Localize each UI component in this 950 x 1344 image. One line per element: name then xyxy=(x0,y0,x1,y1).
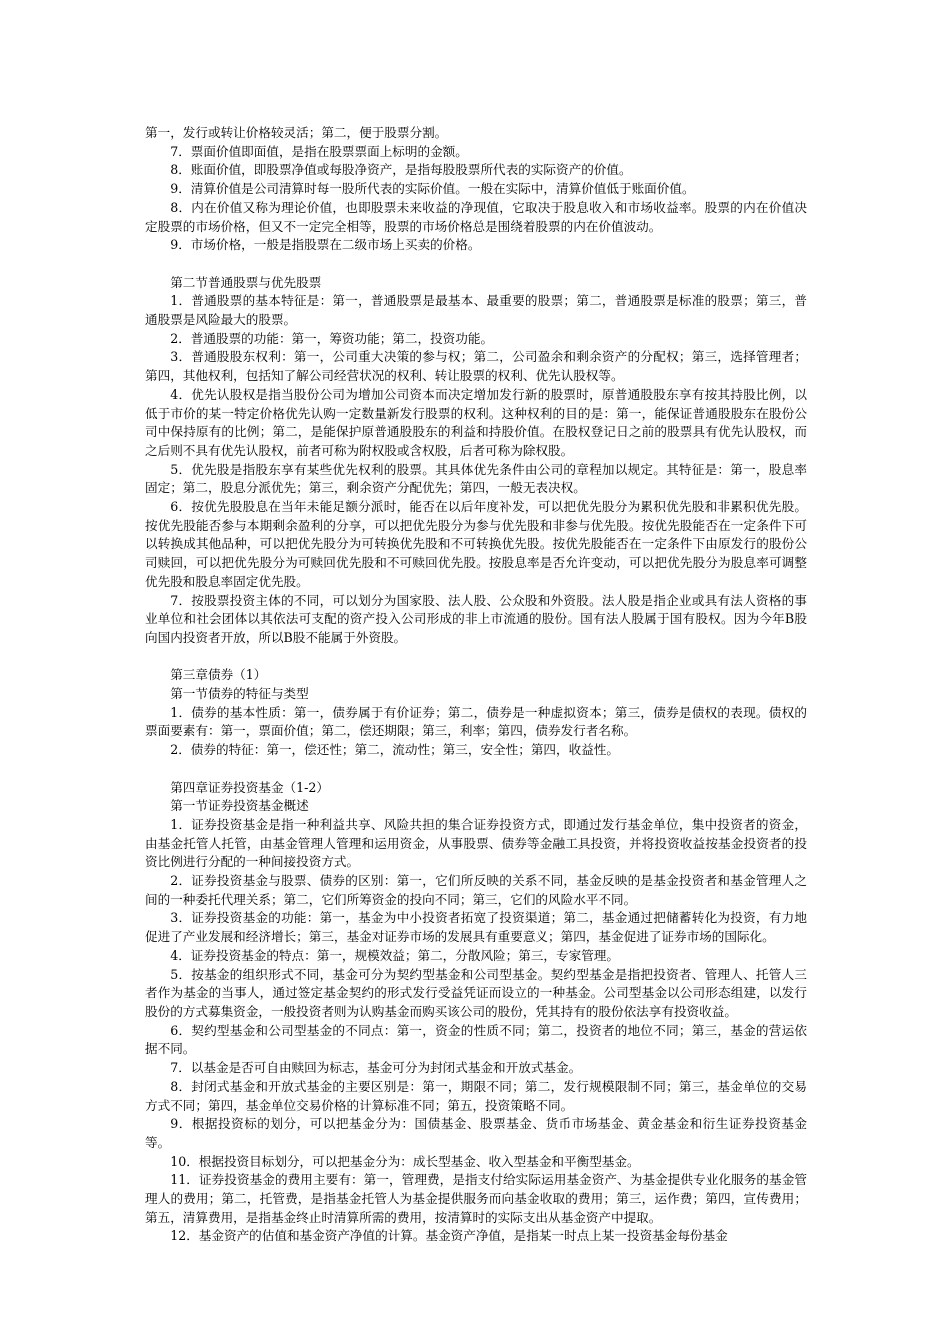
paragraph: 8．内在价值又称为理论价值，也即股票未来收益的净现值，它取决于股息收入和市场收益率。股票的内在价值决定股票的市场价格，但又不一定完全相等，股票的市场价格总是围绕着股票的内在价值波动。 xyxy=(145,199,807,234)
paragraph: 7．按股票投资主体的不同，可以划分为国家股、法人股、公众股和外资股。法人股是指企业或具有法人资格的事业单位和社会团体以其依法可支配的资产投入公司形成的非上市流通的股份。国有法人股属于国有股权。因为今年B股向国内投资者开放，所以B股不能属于外资股。 xyxy=(145,592,807,645)
paragraph: 11．证券投资基金的费用主要有：第一，管理费，是指支付给实际运用基金资产、为基金提供专业化服务的基金管理人的费用；第二，托管费，是指基金托管人为基金提供服务而向基金收取的费用；第三，运作费；第四，宣传费用；第五，清算费用，是指基金终止时清算所需的费用，按清算时的实际支出从基金资产中提取。 xyxy=(145,1172,807,1225)
blank-line xyxy=(145,648,807,667)
paragraph: 9．根据投资标的划分，可以把基金分为：国债基金、股票基金、货币市场基金、黄金基金和衍生证券投资基金等。 xyxy=(145,1116,807,1150)
paragraph: 5．优先股是指股东享有某些优先权利的股票。其具体优先条件由公司的章程加以规定。其特征是：第一，股息率固定；第二，股息分派优先；第三，剩余资产分配优先；第四，一般无表决权。 xyxy=(145,461,807,496)
paragraph: 9．清算价值是公司清算时每一股所代表的实际价值。一般在实际中，清算价值低于账面价值。 xyxy=(170,181,695,197)
document-body xyxy=(145,124,807,1246)
paragraph: 8．封闭式基金和开放式基金的主要区别是：第一，期限不同；第二，发行规模限制不同；第三，基金单位的交易方式不同；第四，基金单位交易价格的计算标准不同；第五，投资策略不同。 xyxy=(145,1078,807,1113)
blank-line xyxy=(145,255,807,274)
paragraph: 10．根据投资目标划分，可以把基金分为：成长型基金、收入型基金和平衡型基金。 xyxy=(170,1153,640,1169)
chapter-heading: 第四章证券投资基金（1-2） xyxy=(170,779,329,795)
section-heading: 第一节证券投资基金概述 xyxy=(170,798,309,814)
paragraph: 3．普通股股东权利：第一，公司重大决策的参与权；第二，公司盈余和剩余资产的分配权；第三，选择管理者；第四，其他权利，包括知了解公司经营状况的权利、转让股票的权利、优先认股权等。 xyxy=(145,349,807,384)
paragraph: 5．按基金的组织形式不同，基金可分为契约型基金和公司型基金。契约型基金是指把投资者、管理人、托管人三者作为基金的当事人，通过签定基金契约的形式发行受益凭证而设立的一种基金。公司型基金以公司形态组建，以发行股份的方式募集资金，一般投资者则为认购基金而购买该公司的股份，凭其持有的股份依法享有投资收益。 xyxy=(145,966,807,1019)
paragraph: 3．证券投资基金的功能：第一，基金为中小投资者拓宽了投资渠道；第二，基金通过把储蓄转化为投资，有力地促进了产业发展和经济增长；第三，基金对证券市场的发展具有重要意义；第四，基金促进了证券市场的国际化。 xyxy=(145,910,807,945)
paragraph: 12．基金资产的估值和基金资产净值的计算。基金资产净值，是指某一时点上某一投资基金每份基金 xyxy=(170,1228,728,1244)
paragraph: 7．票面价值即面值，是指在股票票面上标明的金额。 xyxy=(170,143,468,159)
blank-line xyxy=(145,760,807,779)
paragraph: 2．债券的特征：第一，偿还性；第二，流动性；第三，安全性；第四，收益性。 xyxy=(170,742,619,758)
paragraph: 7．以基金是否可自由赎回为标志，基金可分为封闭式基金和开放式基金。 xyxy=(170,1060,582,1076)
paragraph: 4．证券投资基金的特点：第一，规模效益；第二，分散风险；第三，专家管理。 xyxy=(170,947,619,963)
section-heading: 第二节普通股票与优先股票 xyxy=(170,274,322,290)
paragraph: 2．普通股票的功能：第一，筹资功能；第二，投资功能。 xyxy=(170,330,494,346)
chapter-heading: 第三章债券（1） xyxy=(170,667,267,683)
paragraph: 1．债券的基本性质：第一，债券属于有价证券；第二，债券是一种虚拟资本；第三，债券是债权的表现。债权的票面要素有：第一，票面价值；第二，偿还期限；第三，利率；第四，债券发行者名称。 xyxy=(145,704,807,739)
paragraph: 1．普通股票的基本特征是：第一，普通股票是最基本、最重要的股票；第二，普通股票是标准的股票；第三，普通股票是风险最大的股票。 xyxy=(145,293,807,328)
paragraph: 第一，发行或转让价格较灵活；第二，便于股票分割。 xyxy=(145,125,448,140)
paragraph: 6．契约型基金和公司型基金的不同点：第一，资金的性质不同；第二，投资者的地位不同；第三，基金的营运依据不同。 xyxy=(145,1022,807,1057)
paragraph: 1．证券投资基金是指一种利益共享、风险共担的集合证券投资方式，即通过发行基金单位，集中投资者的资金，由基金托管人托管，由基金管理人管理和运用资金，从事股票、债券等金融工具投资，并将投资收益按基金投资者的投资比例进行分配的一种间接投资方式。 xyxy=(145,816,807,870)
paragraph: 8．账面价值，即股票净值或每股净资产，是指每股股票所代表的实际资产的价值。 xyxy=(170,162,632,178)
paragraph: 4．优先认股权是指当股份公司为增加公司资本而决定增加发行新的股票时，原普通股股东享有按其持股比例，以低于市价的某一特定价格优先认购一定数量新发行股票的权利。这种权利的目的是：第一，能保证普通股股东在股份公司中保持原有的比例；第二，是能保护原普通股股东的利益和持股价值。在股权登记日之前的股票具有优先认股权，而之后则不具有优先认股权，前者可称为附权股或含权股，后者可称为除权股。 xyxy=(145,386,807,458)
paragraph: 9．市场价格，一般是指股票在二级市场上买卖的价格。 xyxy=(170,237,481,253)
paragraph: 2．证券投资基金与股票、债券的区别：第一，它们所反映的关系不同，基金反映的是基金投资者和基金管理人之间的一种委托代理关系；第二，它们所筹资金的投向不同；第三，它们的风险水平不同。 xyxy=(145,873,807,907)
paragraph: 6．按优先股股息在当年未能足额分派时，能否在以后年度补发，可以把优先股分为累积优先股和非累积优先股。按优先股能否参与本期剩余盈利的分享，可以把优先股分为参与优先股和非参与优先股。按优先股能否在一定条件下可以转换成其他品种，可以把优先股分为可转换优先股和不可转换优先股。按优先股能否在一定条件下由原发行的股份公司赎回，可以把优先股分为可赎回优先股和不可赎回优先股。按股息率是否允许变动，可以把优先股分为股息率可调整优先股和股息率固定优先股。 xyxy=(145,499,807,589)
section-heading: 第一节债券的特征与类型 xyxy=(170,686,309,702)
